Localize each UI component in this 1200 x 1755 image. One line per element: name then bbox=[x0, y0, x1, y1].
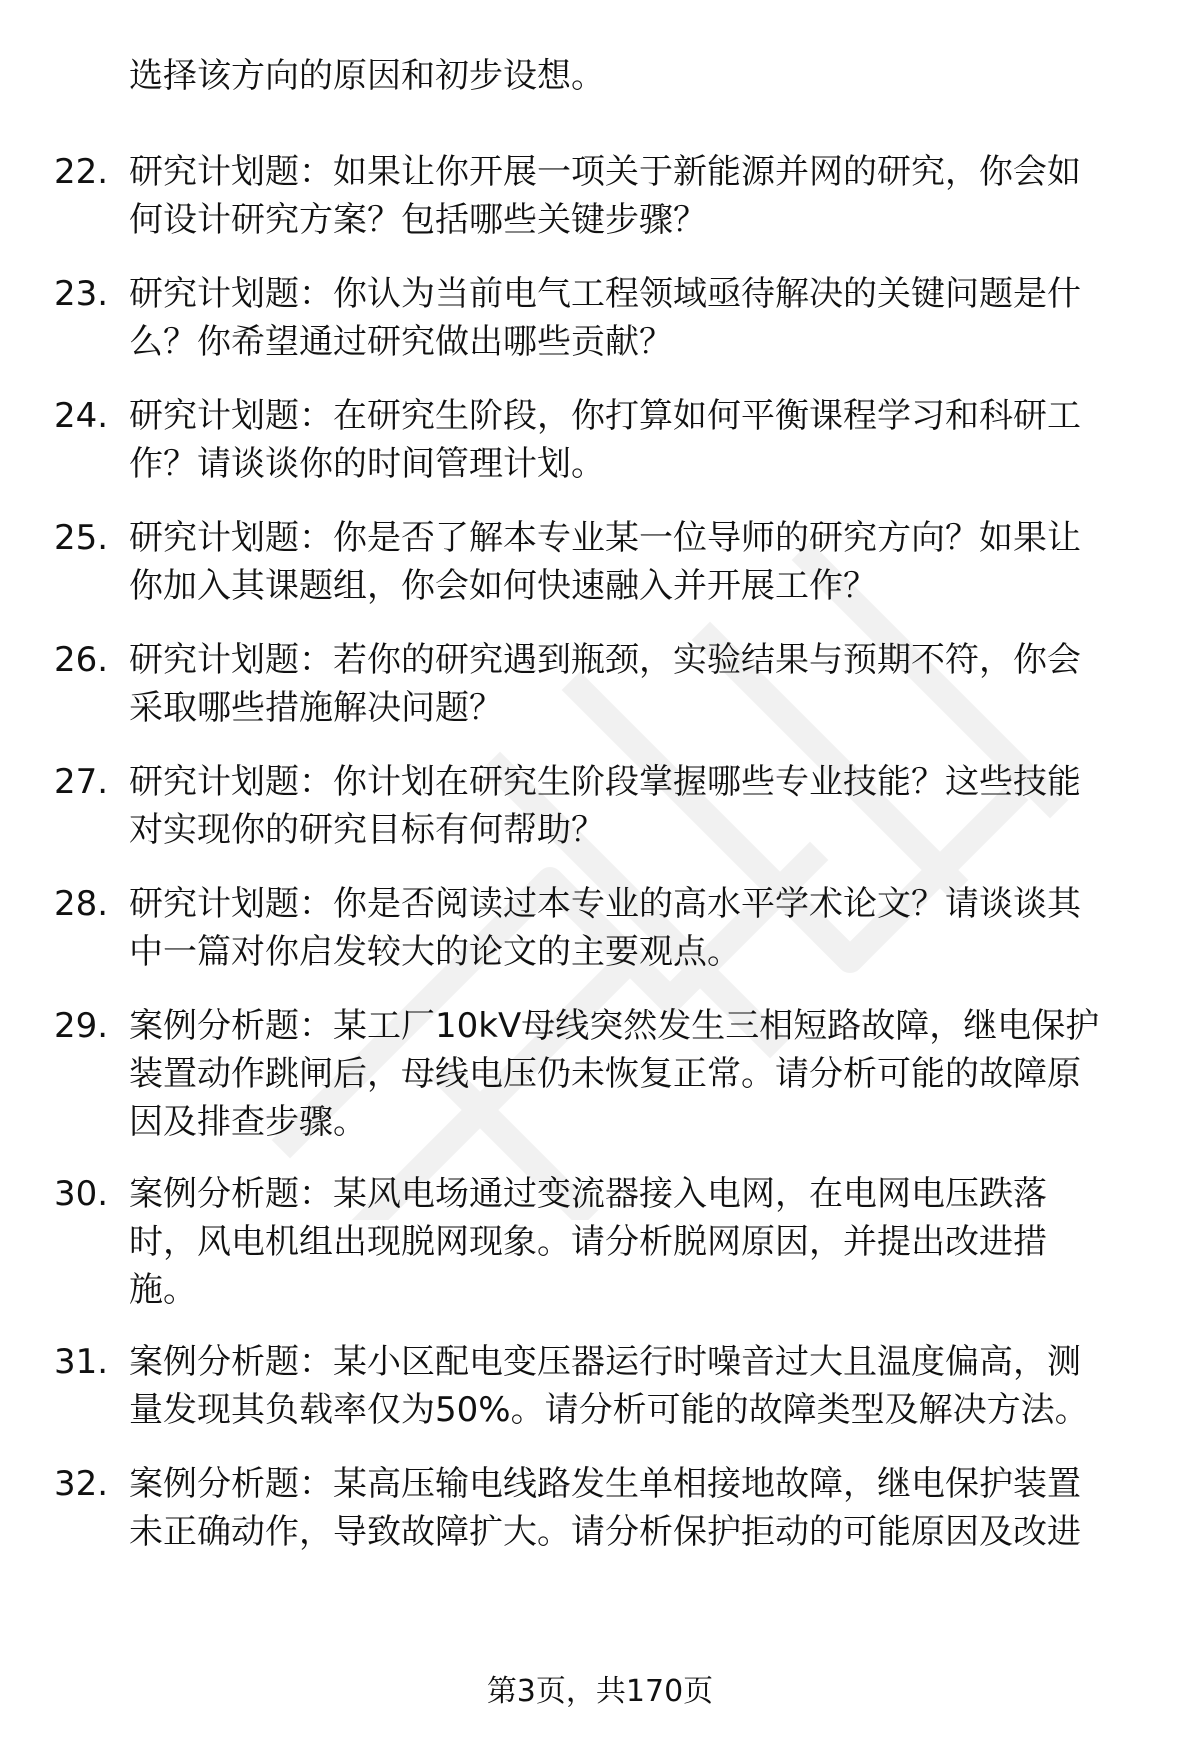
question-number: 26. bbox=[54, 640, 109, 680]
question-text bbox=[129, 758, 1169, 854]
question-line: 装置动作跳闸后，母线电压仍未恢复正常。请分析可能的故障原 bbox=[129, 1054, 1081, 1094]
question-line: 案例分析题：某高压输电线路发生单相接地故障，继电保护装置 bbox=[129, 1464, 1081, 1504]
question-line: 作？请谈谈你的时间管理计划。 bbox=[129, 444, 605, 484]
question-line: 研究计划题：如果让你开展一项关于新能源并网的研究，你会如 bbox=[129, 152, 1081, 192]
question-text bbox=[129, 636, 1169, 732]
question-line: 么？你希望通过研究做出哪些贡献？ bbox=[129, 322, 673, 362]
question-number: 25. bbox=[54, 518, 109, 558]
question-number: 27. bbox=[54, 762, 109, 802]
question-line: 中一篇对你启发较大的论文的主要观点。 bbox=[129, 932, 741, 972]
question-text bbox=[129, 514, 1169, 610]
question-text bbox=[129, 1338, 1169, 1434]
question-text bbox=[129, 1460, 1169, 1556]
question-number: 29. bbox=[54, 1006, 109, 1046]
question-line: 采取哪些措施解决问题？ bbox=[129, 688, 503, 728]
question-text bbox=[129, 1170, 1169, 1314]
question-line: 研究计划题：在研究生阶段，你打算如何平衡课程学习和科研工 bbox=[129, 396, 1081, 436]
question-line: 案例分析题：某小区配电变压器运行时噪音过大且温度偏高，测 bbox=[129, 1342, 1081, 1382]
question-number: 32. bbox=[54, 1464, 109, 1504]
question-line: 案例分析题：某工厂10kV母线突然发生三相短路故障，继电保护 bbox=[129, 1006, 1100, 1046]
question-line: 对实现你的研究目标有何帮助？ bbox=[129, 810, 605, 850]
continuation-text: 选择该方向的原因和初步设想。 bbox=[129, 56, 605, 96]
question-number: 24. bbox=[54, 396, 109, 436]
question-line: 你加入其课题组，你会如何快速融入并开展工作？ bbox=[129, 566, 877, 606]
question-line: 量发现其负载率仅为50%。请分析可能的故障类型及解决方法。 bbox=[129, 1390, 1089, 1430]
question-number: 30. bbox=[54, 1174, 109, 1214]
question-line: 时，风电机组出现脱网现象。请分析脱网原因，并提出改进措 bbox=[129, 1222, 1047, 1262]
question-text bbox=[129, 1002, 1169, 1146]
question-number: 23. bbox=[54, 274, 109, 314]
question-text bbox=[129, 880, 1169, 976]
question-line: 研究计划题：你认为当前电气工程领域亟待解决的关键问题是什 bbox=[129, 274, 1081, 314]
question-number: 31. bbox=[54, 1342, 109, 1382]
question-text bbox=[129, 148, 1169, 244]
question-line: 研究计划题：你是否了解本专业某一位导师的研究方向？如果让 bbox=[129, 518, 1081, 558]
question-line: 施。 bbox=[129, 1270, 197, 1310]
question-line: 未正确动作，导致故障扩大。请分析保护拒动的可能原因及改进 bbox=[129, 1512, 1081, 1552]
question-line: 何设计研究方案？包括哪些关键步骤？ bbox=[129, 200, 707, 240]
question-number: 28. bbox=[54, 884, 109, 924]
question-line: 案例分析题：某风电场通过变流器接入电网，在电网电压跌落 bbox=[129, 1174, 1047, 1214]
question-text bbox=[129, 270, 1169, 366]
question-line: 研究计划题：若你的研究遇到瓶颈，实验结果与预期不符，你会 bbox=[129, 640, 1081, 680]
question-line: 因及排查步骤。 bbox=[129, 1102, 367, 1142]
question-line: 研究计划题：你是否阅读过本专业的高水平学术论文？请谈谈其 bbox=[129, 884, 1081, 924]
question-number: 22. bbox=[54, 152, 109, 192]
page-footer: 第3页，共170页 bbox=[486, 1674, 714, 1709]
question-line: 研究计划题：你计划在研究生阶段掌握哪些专业技能？这些技能 bbox=[129, 762, 1081, 802]
question-text bbox=[129, 392, 1169, 488]
